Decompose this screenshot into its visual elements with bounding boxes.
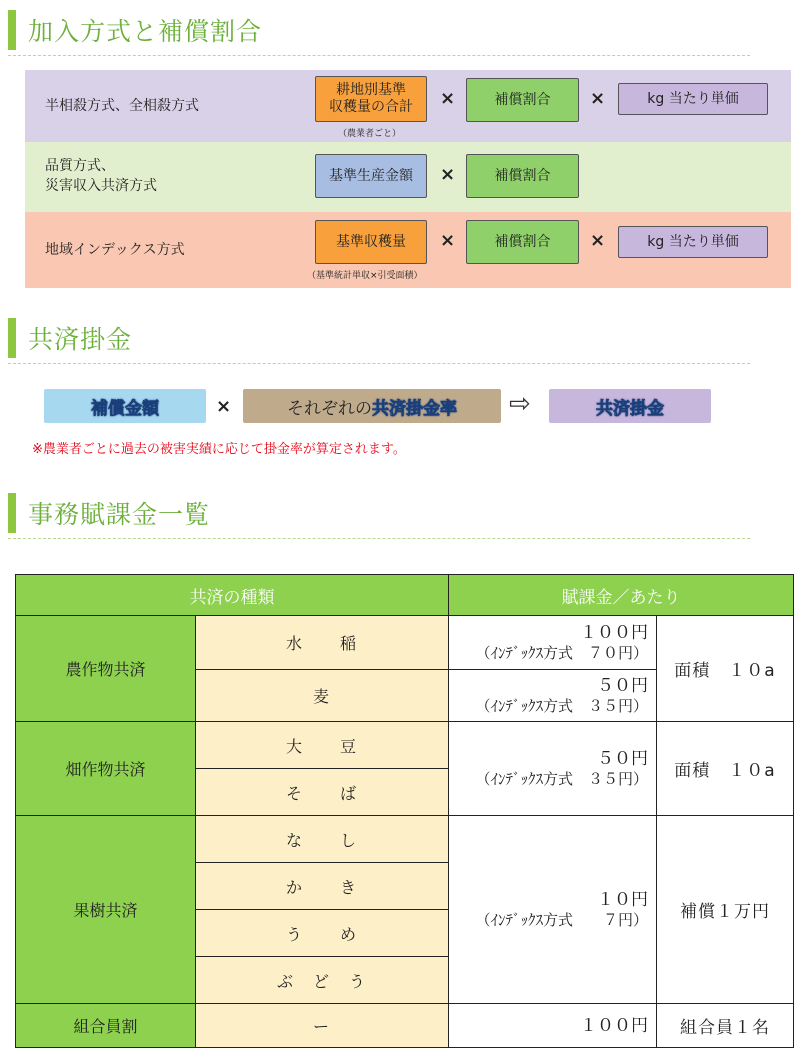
formula-row-label: 品質方式、 災害収入共済方式 [45,158,157,194]
unit-cell: 組合員１名 [657,1004,794,1048]
enrollment-formula-panel [25,70,791,288]
section-divider [8,538,750,539]
arrow-right-icon: ⇨ [509,389,531,419]
box-coverage-ratio: 補償割合 [466,154,579,198]
section-title: 加入方式と補償割合 [28,17,263,46]
crop-cell: ー [196,1004,449,1048]
formula-row-quality [25,142,791,212]
section-accent-bar [8,318,16,358]
header-fee-per-unit: 賦課金／あたり [449,575,794,616]
formula-row-label: 半相殺方式、全相殺方式 [45,98,199,114]
table-row [16,1004,794,1048]
crop-cell: な し [196,816,449,863]
section-divider [8,55,750,56]
fee-cell [449,816,657,1004]
premium-item-coverage-amount: 補償金額 [44,389,206,423]
crop-cell: か き [196,863,449,910]
fee-index-amount: （ｲﾝﾃﾞｯｸｽ方式 ３５円） [475,696,648,715]
section-header-premium [0,314,750,358]
crop-cell: ぶ ど う [196,957,449,1004]
premium-rate-emphasis: 共済掛金率 [372,398,457,419]
times-symbol: × [216,396,232,417]
premium-note: ※農業者ごとに過去の被害実績に応じて掛金率が算定されます。 [32,442,406,457]
box-note-statistical-yield: （基準統計単収×引受面積） [307,271,423,281]
fee-amount: １０円 [597,889,648,910]
times-symbol: × [590,230,606,251]
unit-cell: 補償１万円 [657,816,794,1004]
category-cell: 組合員割 [16,1004,196,1048]
table-row [16,616,794,670]
box-unit-price-per-kg: kg 当たり単価 [618,83,768,115]
section-header-enrollment [0,6,750,50]
formula-row-label: 地域インデックス方式 [45,242,185,258]
admin-fee-table [15,574,794,1048]
box-base-yield: 基準収穫量 [315,220,427,264]
section-accent-bar [8,493,16,533]
fee-amount: ５０円 [597,675,648,696]
times-symbol: × [440,88,456,109]
premium-item-rate [243,389,501,423]
fee-cell [449,616,657,670]
fee-cell [449,670,657,722]
section-accent-bar [8,10,16,50]
box-base-production-amount: 基準生産金額 [315,154,427,198]
category-cell: 農作物共済 [16,616,196,722]
times-symbol: × [590,88,606,109]
box-coverage-ratio: 補償割合 [466,78,579,122]
fee-amount: １００円 [580,1015,648,1036]
crop-cell: 麦 [196,670,449,722]
crop-cell: 水 稲 [196,616,449,670]
table-row [16,816,794,863]
table-row [16,722,794,769]
header-insurance-type: 共済の種類 [16,575,449,616]
unit-cell: 面積 １０a [657,616,794,722]
fee-index-amount: （ｲﾝﾃﾞｯｸｽ方式 ３５円） [475,769,648,788]
crop-cell: そ ば [196,769,449,816]
crop-cell: 大 豆 [196,722,449,769]
section-divider [8,363,750,364]
formula-row-hansousai [25,70,791,142]
box-coverage-ratio: 補償割合 [466,220,579,264]
section-header-admin-fee [0,489,750,533]
category-cell: 畑作物共済 [16,722,196,816]
times-symbol: × [440,230,456,251]
fee-amount: ５０円 [597,748,648,769]
table-header-row [16,575,794,616]
fee-index-amount: （ｲﾝﾃﾞｯｸｽ方式 ７円） [475,910,648,929]
fee-index-amount: （ｲﾝﾃﾞｯｸｽ方式 ７０円） [475,643,648,662]
section-title: 共済掛金 [28,325,133,354]
premium-rate-prefix: それぞれの [287,398,372,419]
box-unit-price-per-kg: kg 当たり単価 [618,226,768,258]
formula-row-area-index [25,212,791,288]
crop-cell: う め [196,910,449,957]
times-symbol: × [440,164,456,185]
box-note-per-farmer: （農業者ごと） [338,129,402,139]
section-title: 事務賦課金一覧 [28,500,211,529]
fee-cell [449,1004,657,1048]
box-field-base-yield-total: 耕地別基準 収穫量の合計 [315,76,427,122]
category-cell: 果樹共済 [16,816,196,1004]
premium-result: 共済掛金 [549,389,711,423]
fee-cell [449,722,657,816]
fee-amount: １００円 [580,622,648,643]
unit-cell: 面積 １０a [657,722,794,816]
